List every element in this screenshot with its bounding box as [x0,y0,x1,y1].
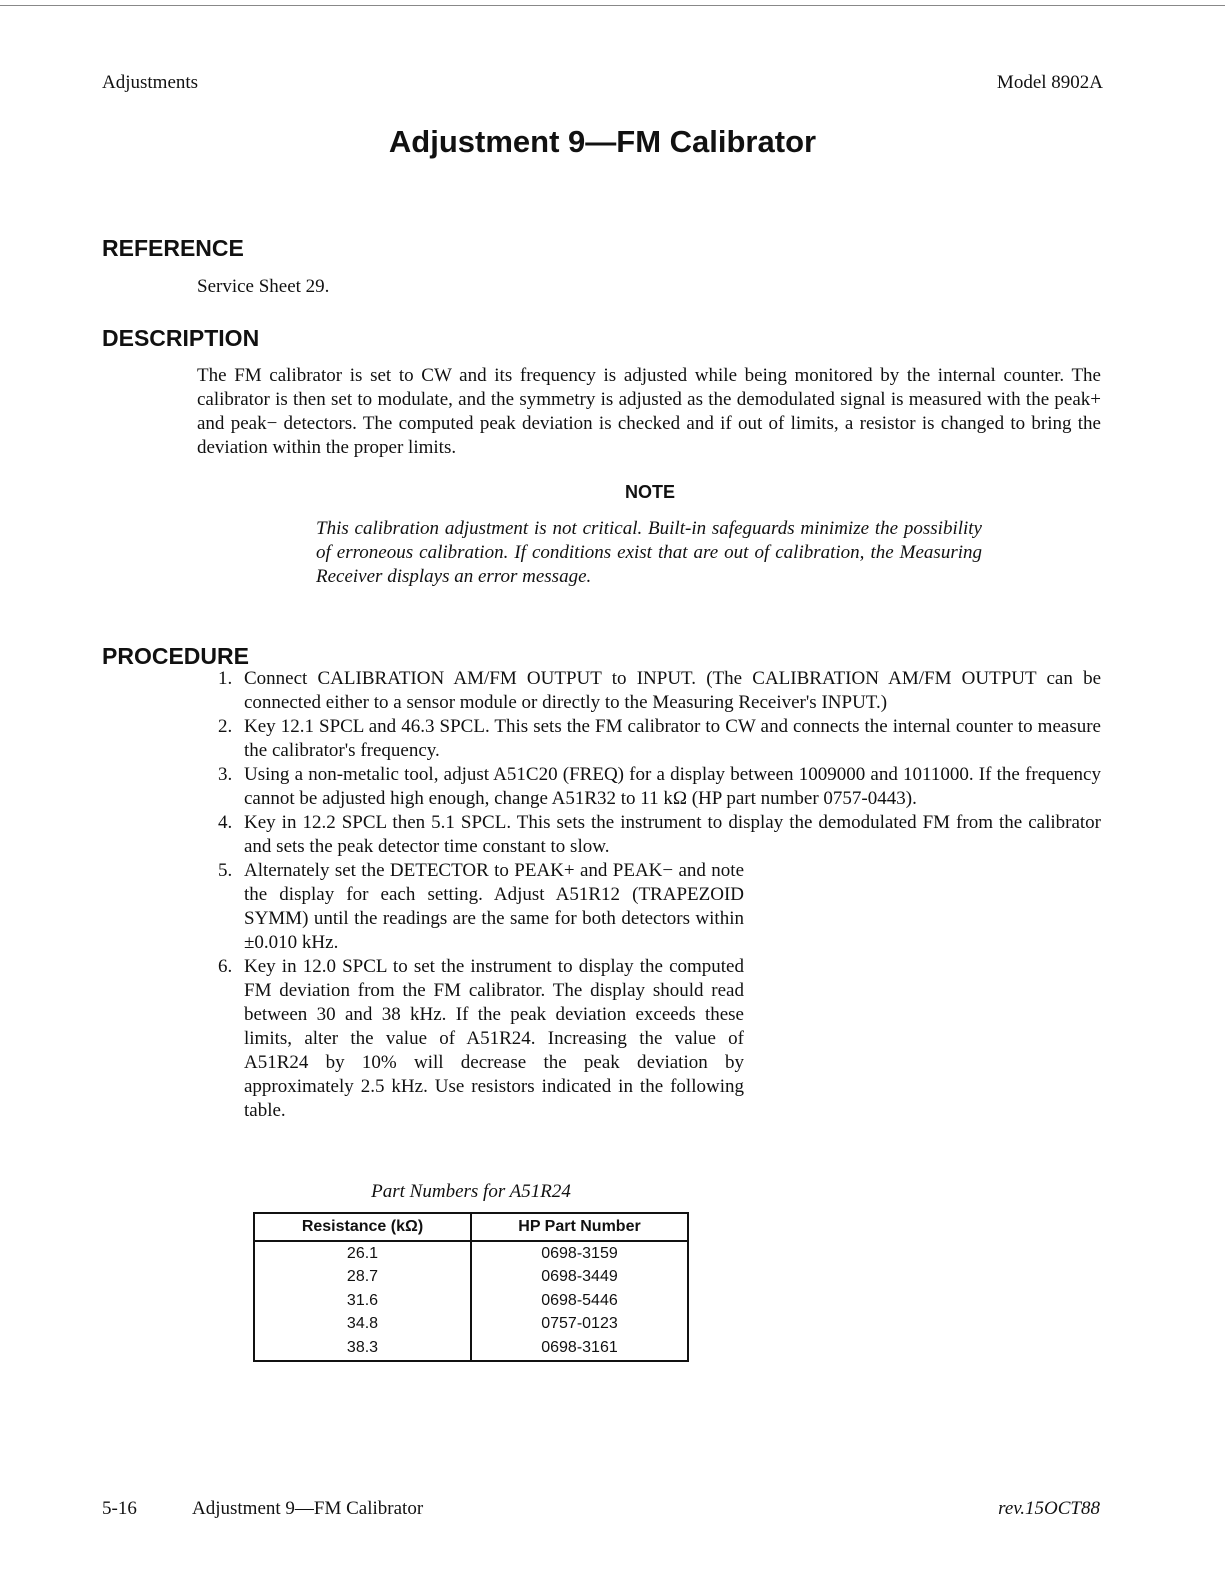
part-number-cell: 0698-5446 [541,1291,618,1309]
footer-title: Adjustment 9—FM Calibrator [192,1498,424,1519]
reference-heading: REFERENCE [102,235,244,261]
resistance-cell: 34.8 [254,1313,471,1337]
step-number: 6. [218,956,233,977]
step-number: 5. [218,860,233,881]
footer-page-number: 5-16 [102,1498,137,1519]
column-header-part-number: HP Part Number [471,1213,688,1241]
procedure-steps [218,667,1101,1123]
top-rule [0,5,1225,6]
part-number-cell: 0698-3161 [541,1338,618,1356]
procedure-step [218,763,1101,811]
step-number: 1. [218,668,233,689]
step-number: 3. [218,764,233,785]
step-text: Alternately set the DETECTOR to PEAK+ and PEAK− and note the display for each setting. Adjust A51R12 (TRAPEZOID SYMM) until the readings are the same for both detectors within ±0.010 kHz. [244,860,744,953]
part-number-cell: 0757-0123 [541,1315,618,1333]
step-text: Connect CALIBRATION AM/FM OUTPUT to INPUT. (The CALIBRATION AM/FM OUTPUT can be connected either to a sensor module or directly to the Measuring Receiver's INPUT.) [244,668,1101,713]
procedure-step [218,955,744,1123]
reference-text: Service Sheet 29. [197,276,330,297]
table-row [254,1313,688,1337]
description-text: The FM calibrator is set to CW and its frequency is adjusted while being monitored by the internal counter. The calibrator is then set to modulate, and the symmetry is adjusted as the demodulated signal is measured with the peak+ and peak− detectors. The computed peak deviation is checked and if out of limits, a resistor is changed to bring the deviation within the proper limits. [197,365,1101,458]
column-header-resistance: Resistance (kΩ) [254,1213,471,1241]
table-caption: Part Numbers for A51R24 [371,1181,571,1202]
step-text: Using a non-metalic tool, adjust A51C20 (FREQ) for a display between 1009000 and 1011000. If the frequency cannot be adjusted high enough, change A51R32 to 11 kΩ (HP part number 0757-0443). [244,764,1101,809]
procedure-step [218,715,1101,763]
resistance-cell: 28.7 [254,1266,471,1290]
table-row [254,1266,688,1290]
step-text: Key 12.1 SPCL and 46.3 SPCL. This sets the FM calibrator to CW and connects the internal counter to measure the calibrator's frequency. [244,716,1101,761]
description-heading: DESCRIPTION [102,325,260,351]
table-row [254,1241,688,1266]
footer-revision: rev.15OCT88 [998,1498,1100,1519]
resistance-cell: 31.6 [254,1289,471,1313]
procedure-step [218,667,1101,715]
parts-table [253,1212,689,1362]
table-row [254,1289,688,1313]
part-number-cell: 0698-3449 [541,1268,618,1286]
procedure-step [218,811,1101,859]
running-header-section: Adjustments [102,72,199,93]
part-number-cell: 0698-3159 [541,1244,618,1262]
step-number: 2. [218,716,233,737]
table-row [254,1336,688,1361]
resistance-cell: 38.3 [254,1336,471,1361]
note-text: This calibration adjustment is not critical. Built-in safeguards minimize the possibility of erroneous calibration. If conditions exist that are out of calibration, the Measuring Receiver displays an error message. [316,518,982,587]
step-text: Key in 12.0 SPCL to set the instrument to display the computed FM deviation from the FM calibrator. The display should read between 30 and 38 kHz. If the peak deviation exceeds these limits, alter the value of A51R24. Increasing the value of A51R24 by 10% will decrease the peak deviation by approximately 2.5 kHz. Use resistors indicated in the following table. [244,956,744,1121]
step-number: 4. [218,812,233,833]
procedure-step [218,859,744,955]
note-heading: NOTE [624,482,675,502]
step-text: Key in 12.2 SPCL then 5.1 SPCL. This sets the instrument to display the demodulated FM from the calibrator and sets the peak detector time constant to slow. [244,812,1101,857]
resistance-cell: 26.1 [254,1241,471,1266]
procedure-heading: PROCEDURE [102,643,249,669]
running-header-model: Model 8902A [996,72,1103,93]
page-title: Adjustment 9—FM Calibrator [388,124,817,159]
table-header-row [254,1213,688,1241]
